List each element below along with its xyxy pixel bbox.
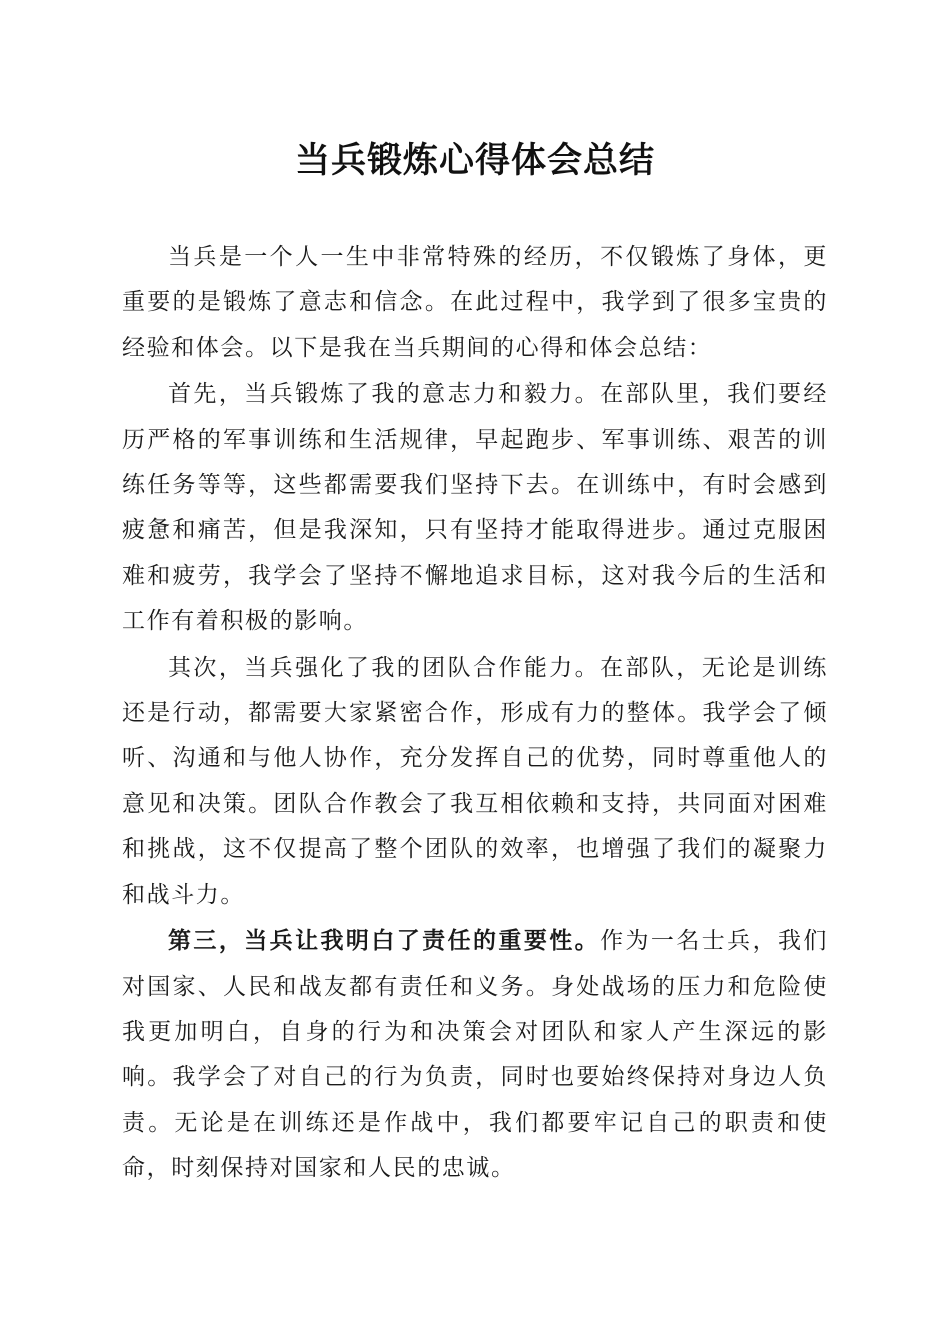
paragraph-text: 首先，当兵锻炼了我的意志力和毅力。在部队里，我们要经历严格的军事训练和生活规律，早起跑步、军事训练、艰苦的训练任务等等，这些都需要我们坚持下去。在训练中，有时会感到疲惫和痛苦，但是我深知，只有坚持才能取得进步。通过克服困难和疲劳，我学会了坚持不懈地追求目标，这对我今后的生活和工作有着积极的影响。	[122, 381, 828, 635]
document-title: 当兵锻炼心得体会总结	[294, 140, 655, 181]
paragraph-lead: 第三，当兵让我明白了责任的重要性。	[168, 927, 601, 955]
paragraph-first-point	[122, 371, 828, 644]
paragraph-second-point	[122, 645, 828, 918]
paragraph-third-point	[122, 918, 828, 1191]
document-body	[122, 234, 828, 1192]
paragraph-text: 其次，当兵强化了我的团队合作能力。在部队，无论是训练还是行动，都需要大家紧密合作，形成有力的整体。我学会了倾听、沟通和与他人协作，充分发挥自己的优势，同时尊重他人的意见和决策。团队合作教会了我互相依赖和支持，共同面对困难和挑战，这不仅提高了整个团队的效率，也增强了我们的凝聚力和战斗力。	[122, 654, 828, 908]
paragraph-text: 作为一名士兵，我们对国家、人民和战友都有责任和义务。身处战场的压力和危险使我更加明白，自身的行为和决策会对团队和家人产生深远的影响。我学会了对自己的行为负责，同时也要始终保持对身边人负责。无论是在训练还是作战中，我们都要牢记自己的职责和使命，时刻保持对国家和人民的忠诚。	[122, 928, 829, 1182]
paragraph-intro	[122, 234, 828, 371]
paragraph-text: 当兵是一个人一生中非常特殊的经历，不仅锻炼了身体，更重要的是锻炼了意志和信念。在此过程中，我学到了很多宝贵的经验和体会。以下是我在当兵期间的心得和体会总结：	[122, 244, 828, 361]
